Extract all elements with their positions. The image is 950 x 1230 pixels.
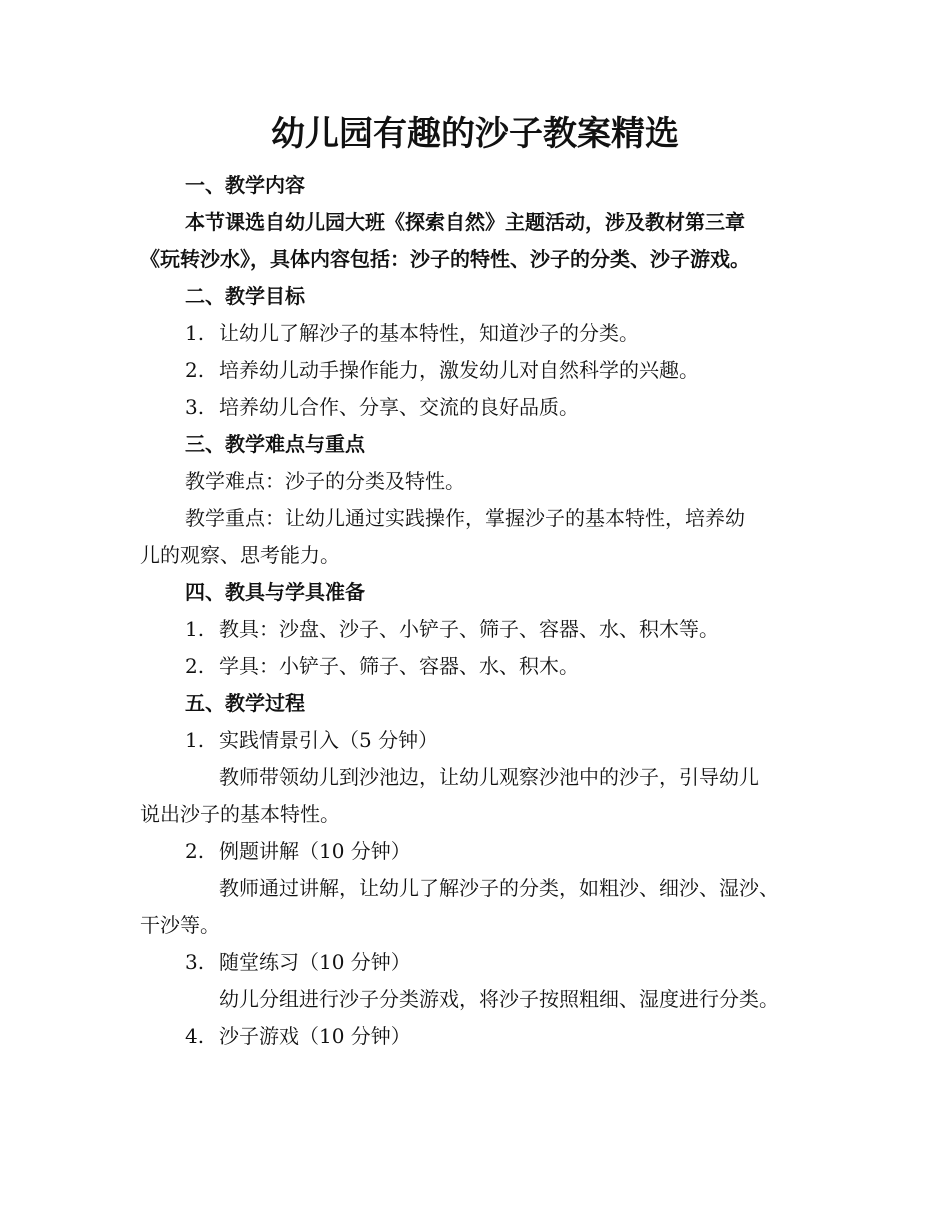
materials-item bbox=[185, 652, 579, 680]
section-heading-difficulty: 三、教学难点与重点 bbox=[185, 432, 365, 456]
process-step-desc-line-1: 教师带领幼儿到沙池边，让幼儿观察沙池中的沙子，引导幼儿 bbox=[219, 765, 759, 789]
process-step-title bbox=[185, 1022, 411, 1050]
objective-item bbox=[185, 393, 579, 421]
process-step-title bbox=[185, 948, 411, 976]
list-text: 培养幼儿合作、分享、交流的良好品质。 bbox=[219, 395, 579, 419]
list-number: 3. bbox=[185, 950, 205, 974]
process-step-desc-line-1: 教师通过讲解，让幼儿了解沙子的分类，如粗沙、细沙、湿沙、 bbox=[219, 876, 779, 900]
list-text: 教具：沙盘、沙子、小铲子、筛子、容器、水、积木等。 bbox=[219, 617, 719, 641]
content-paragraph-line-1: 本节课选自幼儿园大班《探索自然》主题活动，涉及教材第三章 bbox=[185, 210, 745, 234]
process-step-desc-line-1: 幼儿分组进行沙子分类游戏，将沙子按照粗细、湿度进行分类。 bbox=[219, 987, 779, 1011]
content-paragraph-line-2: 《玩转沙水》，具体内容包括：沙子的特性、沙子的分类、沙子游戏。 bbox=[140, 247, 750, 271]
section-heading-objectives: 二、教学目标 bbox=[185, 284, 305, 308]
list-number: 2. bbox=[185, 654, 205, 678]
list-text: 实践情景引入（5 分钟） bbox=[219, 728, 439, 752]
section-heading-materials: 四、教具与学具准备 bbox=[185, 580, 365, 604]
list-text: 学具：小铲子、筛子、容器、水、积木。 bbox=[219, 654, 579, 678]
list-number: 2. bbox=[185, 839, 205, 863]
materials-item bbox=[185, 615, 719, 643]
list-text: 让幼儿了解沙子的基本特性，知道沙子的分类。 bbox=[219, 321, 639, 345]
list-text: 随堂练习（10 分钟） bbox=[219, 950, 411, 974]
objective-item bbox=[185, 319, 639, 347]
process-step-title bbox=[185, 726, 438, 754]
process-step-desc-line-2: 干沙等。 bbox=[140, 913, 220, 937]
list-text: 沙子游戏（10 分钟） bbox=[219, 1024, 411, 1048]
key-point-line-2: 儿的观察、思考能力。 bbox=[140, 543, 340, 567]
difficulty-text: 教学难点：沙子的分类及特性。 bbox=[185, 469, 465, 493]
objective-item bbox=[185, 356, 699, 384]
process-step-title bbox=[185, 837, 411, 865]
list-text: 例题讲解（10 分钟） bbox=[219, 839, 411, 863]
list-number: 2. bbox=[185, 358, 205, 382]
list-number: 1. bbox=[185, 728, 205, 752]
list-number: 1. bbox=[185, 321, 205, 345]
key-point-line-1: 教学重点：让幼儿通过实践操作，掌握沙子的基本特性，培养幼 bbox=[185, 506, 745, 530]
list-number: 4. bbox=[185, 1024, 205, 1048]
process-step-desc-line-2: 说出沙子的基本特性。 bbox=[140, 802, 340, 826]
section-heading-content: 一、教学内容 bbox=[185, 173, 305, 197]
list-text: 培养幼儿动手操作能力，激发幼儿对自然科学的兴趣。 bbox=[219, 358, 699, 382]
list-number: 3. bbox=[185, 395, 205, 419]
document-title: 幼儿园有趣的沙子教案精选 bbox=[271, 114, 679, 154]
section-heading-process: 五、教学过程 bbox=[185, 691, 305, 715]
list-number: 1. bbox=[185, 617, 205, 641]
